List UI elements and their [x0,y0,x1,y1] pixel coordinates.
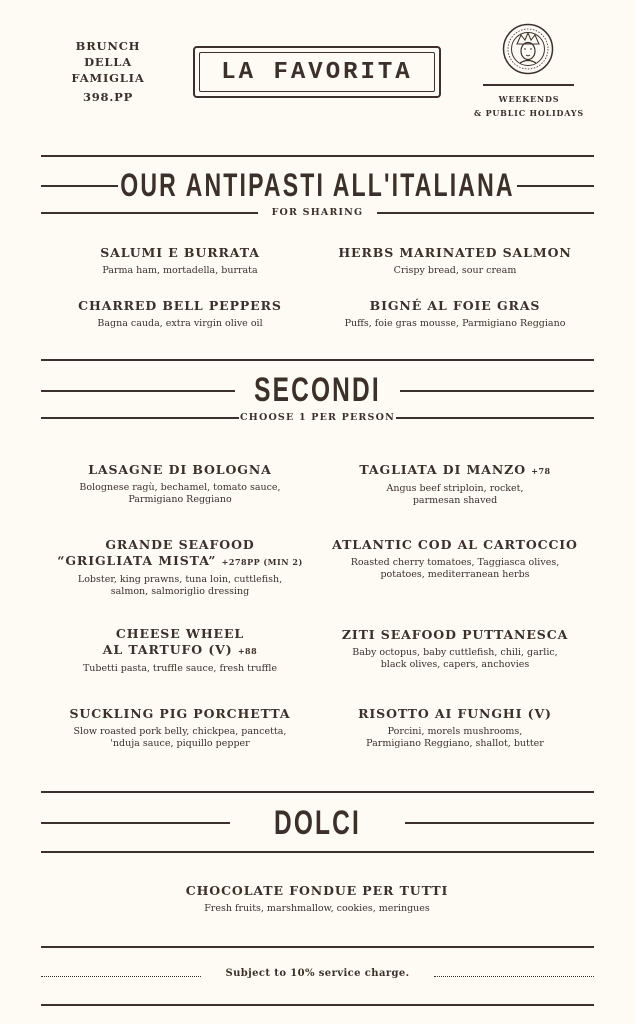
item-desc: Baby octopus, baby cuttlefish, chili, garlic, black olives, capers, anchovies [352,647,558,670]
item-name: CHOCOLATE FONDUE PER TUTTI [185,883,449,898]
item-name: HERBS MARINATED SALMON [338,245,572,260]
item-desc: Tubetti pasta, truffle sauce, fresh truffle [82,663,278,674]
item-desc: Slow roasted pork belly, chickpea, pancetta, 'nduja sauce, piquillo pepper [73,726,287,749]
item-name [30,537,330,570]
menu-item [167,883,467,915]
menu-item [30,298,330,330]
menu-item [30,462,330,506]
item-desc: Lobster, king prawns, tuna loin, cuttlefish, salmon, salmoriglio dressing [77,574,283,597]
header-rule [483,84,574,86]
logo-text: LA FAVORITA [221,58,413,86]
divider [41,851,594,853]
schedule-text [470,92,588,120]
item-desc: Angus beef striploin, rocket, parmesan shaved [386,483,524,506]
menu-item [305,706,605,750]
logo [193,46,441,98]
item-desc: Crispy bread, sour cream [393,265,517,276]
item-name [30,626,330,659]
brunch-price: 398.PP [82,90,134,104]
item-desc: Bolognese ragù, bechamel, tomato sauce, Parmigiano Reggiano [79,482,281,505]
menu-item [305,462,605,507]
item-desc: Fresh fruits, marshmallow, cookies, meringues [204,903,430,914]
menu-item [30,537,330,598]
item-name: ZITI SEAFOOD PUTTANESCA [341,627,569,642]
item-name [305,462,605,479]
divider [41,1004,594,1006]
item-desc: Roasted cherry tomatoes, Taggiasca olives, potatoes, mediterranean herbs [350,557,560,580]
item-name-text: TAGLIATA DI MANZO [359,462,526,477]
item-desc: Parma ham, mortadella, burrata [102,265,258,276]
emblem-icon [502,23,554,75]
item-surcharge: +88 [237,646,258,656]
divider [41,946,594,948]
item-name: ATLANTIC COD AL CARTOCCIO [332,537,578,552]
secondi-title: SECONDI [254,371,381,409]
item-desc: Puffs, foie gras mousse, Parmigiano Reggiano [344,318,566,329]
item-name: CHARRED BELL PEPPERS [78,298,282,313]
antipasti-title: OUR ANTIPASTI ALL'ITALIANA [120,167,515,203]
item-desc: Porcini, morels mushrooms, Parmigiano Reggiano, shallot, butter [366,726,544,749]
item-desc: Bagna cauda, extra virgin olive oil [97,318,263,329]
brunch-title [62,38,154,105]
item-surcharge: +78 [531,466,551,476]
item-name: SUCKLING PIG PORCHETTA [69,706,291,721]
item-surcharge: +278PP (MIN 2) [221,557,303,567]
schedule-line-1: WEEKENDS [498,94,560,104]
secondi-subtitle: CHOOSE 1 PER PERSON [240,412,395,423]
brunch-line-1: BRUNCH [75,39,141,53]
item-name-line-1: GRANDE SEAFOOD [105,537,255,552]
dolci-title: DOLCI [274,804,361,842]
item-name: SALUMI E BURRATA [100,245,260,260]
menu-item [305,245,605,277]
brunch-line-2: DELLA [84,55,132,69]
brunch-line-3: FAMIGLIA [71,71,145,85]
menu-item [30,626,330,675]
item-name: RISOTTO AI FUNGHI (V) [358,706,552,721]
service-charge-note: Subject to 10% service charge. [225,968,410,979]
antipasti-subtitle: FOR SHARING [271,207,364,218]
item-name-line-1: CHEESE WHEEL [115,626,245,641]
menu-item [305,537,605,581]
divider [41,791,594,793]
menu-item [30,245,330,277]
menu-item [30,706,330,750]
item-name: BIGNÉ AL FOIE GRAS [369,298,541,313]
item-name: LASAGNE DI BOLOGNA [88,462,272,477]
item-name-line-2: “GRIGLIATA MISTA” [57,553,217,568]
schedule-line-2: & PUBLIC HOLIDAYS [473,108,584,118]
menu-item [305,298,605,330]
menu-item [305,627,605,671]
divider [41,155,594,157]
item-name-line-2: AL TARTUFO (V) [102,642,233,657]
divider [41,359,594,361]
